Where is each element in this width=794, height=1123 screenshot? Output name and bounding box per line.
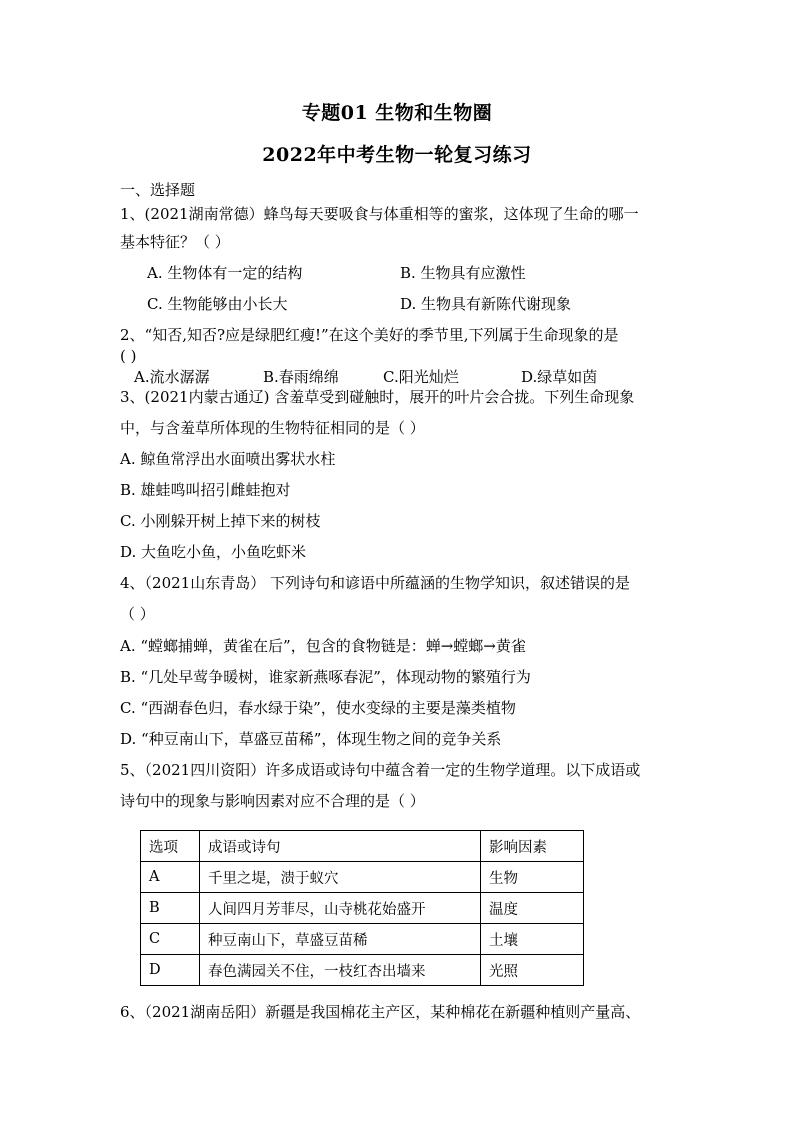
question-3-option-d: D. 大鱼吃小鱼，小鱼吃虾米 [120, 543, 307, 561]
question-5-stem-line-2: 诗句中的现象与影响因素对应不合理的是（ ） [120, 792, 425, 810]
question-6-stem-line-1: 6、（2021湖南岳阳）新疆是我国棉花主产区，某种棉花在新疆种植则产量高、 [120, 1003, 641, 1021]
table-header-cell: 影响因素 [481, 831, 584, 862]
table-cell: 千里之堤，溃于蚁穴 [200, 862, 481, 893]
question-2-option-a: A.流水潺潺 [134, 368, 210, 386]
document-subtitle: 2022年中考生物一轮复习练习 [262, 144, 532, 166]
question-2-option-c: C.阳光灿烂 [383, 368, 459, 386]
table-cell: 春色满园关不住，一枝红杏出墙来 [200, 955, 481, 986]
table-cell: 光照 [481, 955, 584, 986]
table-row [141, 955, 584, 986]
question-4-option-b: B. “几处早莺争暖树，谁家新燕啄春泥”，体现动物的繁殖行为 [120, 668, 531, 686]
table-header-cell: 选项 [141, 831, 200, 862]
question-2-option-d: D.绿草如茵 [521, 368, 598, 386]
question-1-stem-line-2: 基本特征？（ ） [120, 233, 230, 251]
question-4-stem-line-1: 4、（2021山东青岛） 下列诗句和谚语中所蕴涵的生物学知识，叙述错误的是 [120, 574, 630, 592]
table-cell: 温度 [481, 893, 584, 924]
question-4-stem-line-2: （ ） [120, 605, 155, 623]
table-cell: 人间四月芳菲尽，山寺桃花始盛开 [200, 893, 481, 924]
table-cell: 种豆南山下，草盛豆苗稀 [200, 924, 481, 955]
table-cell: C [141, 924, 200, 955]
question-4-option-c: C. “西湖春色归，春水绿于染”，使水变绿的主要是藻类植物 [120, 699, 516, 717]
question-3-option-a: A. 鲸鱼常浮出水面喷出雾状水柱 [120, 450, 336, 468]
document-title: 专题01 生物和生物圈 [301, 102, 493, 124]
question-1-option-a: A. 生物体有一定的结构 [147, 264, 303, 282]
answer-table [140, 830, 584, 986]
question-1-stem-line-1: 1、(2021湖南常德）蜂鸟每天要吸食与体重相等的蜜浆，这体现了生命的哪一 [120, 205, 639, 223]
table-header-row [141, 831, 584, 862]
table-cell: D [141, 955, 200, 986]
section-heading: 一、选择题 [120, 181, 196, 199]
question-2-stem-line-2: ( ) [120, 347, 137, 365]
question-1-option-d: D. 生物具有新陈代谢现象 [400, 295, 572, 313]
question-3-option-c: C. 小刚躲开树上掉下来的树枝 [120, 512, 321, 530]
question-3-stem-line-2: 中，与含羞草所体现的生物特征相同的是（ ） [120, 419, 425, 437]
question-2-option-b: B.春雨绵绵 [263, 368, 339, 386]
table-header-cell: 成语或诗句 [200, 831, 481, 862]
question-3-stem-line-1: 3、(2021内蒙古通辽) 含羞草受到碰触时，展开的叶片会合拢。下列生命现象 [120, 388, 635, 406]
table-cell: B [141, 893, 200, 924]
question-4-option-d: D. “种豆南山下，草盛豆苗稀”，体现生物之间的竞争关系 [120, 730, 502, 748]
question-3-option-b: B. 雄蛙鸣叫招引雌蛙抱对 [120, 481, 291, 499]
table-cell: A [141, 862, 200, 893]
table-cell: 生物 [481, 862, 584, 893]
table-row [141, 862, 584, 893]
question-5-stem-line-1: 5、（2021四川资阳）许多成语或诗句中蕴含着一定的生物学道理。以下成语或 [120, 761, 641, 779]
question-1-option-c: C. 生物能够由小长大 [147, 295, 288, 313]
question-2-stem-line-1: 2、“知否,知否?应是绿肥红瘦!”在这个美好的季节里,下列属于生命现象的是 [120, 326, 619, 344]
question-4-option-a: A. “螳螂捕蝉，黄雀在后”，包含的食物链是：蝉→螳螂→黄雀 [120, 637, 526, 655]
table-cell: 土壤 [481, 924, 584, 955]
table-row [141, 924, 584, 955]
table-row [141, 893, 584, 924]
question-1-option-b: B. 生物具有应激性 [400, 264, 526, 282]
